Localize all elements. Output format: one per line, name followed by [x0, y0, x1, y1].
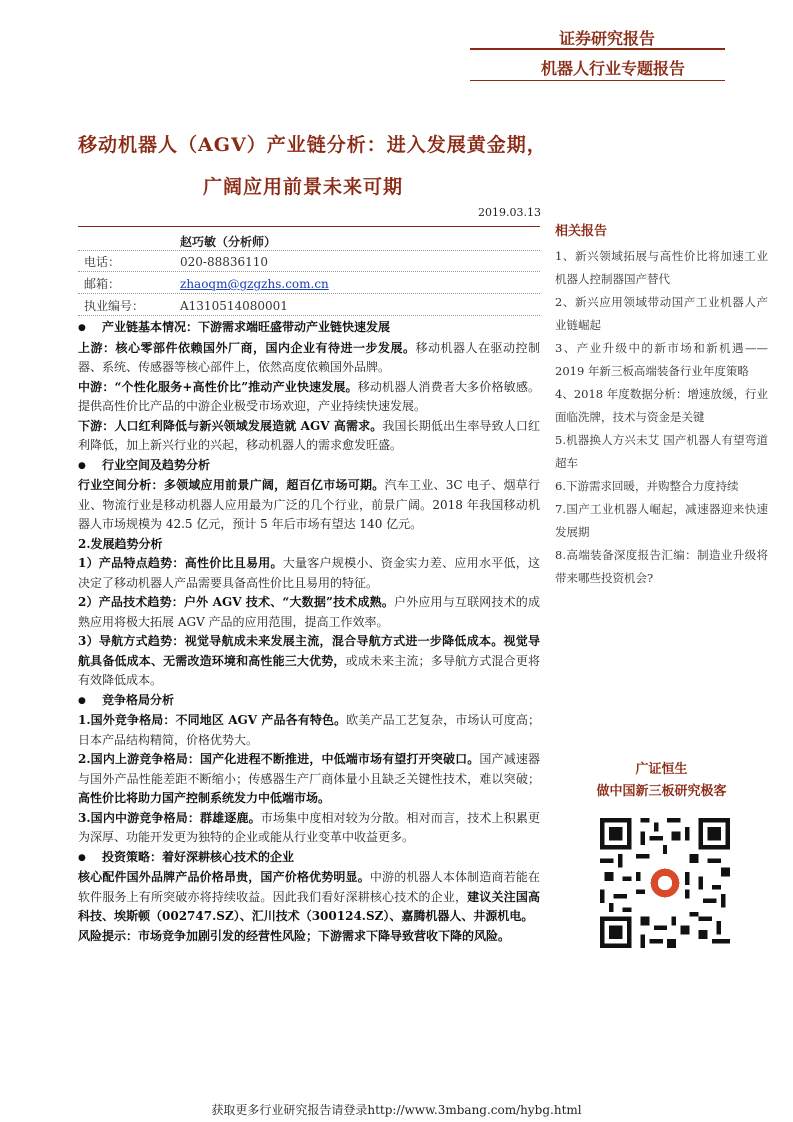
- email-label: 邮箱：: [84, 277, 121, 291]
- paragraph-text: 户外应用与互联网技术的成熟应用将极大拓展 AGV 产品的应用范围，提高工作效率。: [78, 595, 540, 629]
- info-divider: [78, 315, 540, 316]
- related-report-item[interactable]: 1、新兴领域拓展与高性价比将加速工业机器人控制器国产替代: [555, 249, 768, 286]
- paragraph: [78, 711, 540, 750]
- section-heading: ● 竞争格局分析: [78, 691, 540, 712]
- paragraph: [78, 632, 540, 691]
- paragraph: [78, 417, 540, 456]
- section-heading: ● 行业空间及趋势分析: [78, 456, 540, 477]
- header-subtitle: 机器人行业专题报告: [540, 59, 685, 78]
- paragraph-text: 移动机器人消费者大多价格敏感。提供高性价比产品的中游企业极受市场欢迎，产业持续快速发展。: [78, 379, 540, 413]
- footer-note: 获取更多行业研究报告请登录http://www.3mbang.com/hybg.html: [211, 1103, 582, 1117]
- promo-slogan: 做中国新三板研究极客: [596, 784, 727, 799]
- paragraph: [78, 593, 540, 632]
- paragraph-lead: 2）产品技术趋势：户外 AGV 技术、“大数据”技术成熟。: [78, 595, 395, 609]
- header-divider-top: [470, 48, 725, 50]
- paragraph-lead: 2.国内上游竞争格局：国产化进程不断推进，中低端市场有望打开突破口。: [78, 752, 480, 766]
- report-summary: [78, 318, 540, 946]
- email-link[interactable]: zhaoqm@gzgzhs.com.cn: [180, 277, 329, 291]
- paragraph-text: 欧美产品工艺复杂，市场认可度高；日本产品结构精简，价格优势大。: [78, 713, 540, 747]
- related-report-item[interactable]: 5.机器换人方兴未艾 国产机器人有望弯道超车: [555, 433, 768, 470]
- analyst-email-row: [84, 275, 329, 292]
- paragraph: [78, 750, 540, 809]
- paragraph: [78, 476, 540, 535]
- phone-value: 020-88836110: [180, 255, 269, 269]
- title-divider: [78, 226, 540, 227]
- license-label: 执业编号：: [84, 299, 145, 313]
- report-date: 2019.03.13: [478, 206, 541, 219]
- analyst-name: 赵巧敏（分析师）: [180, 235, 277, 249]
- related-report-item[interactable]: 3、产业升级中的新市场和新机遇——2019 年新三板高端装备行业年度策略: [555, 341, 768, 378]
- paragraph-lead: 3.国内中游竞争格局：群雄逐鹿。: [78, 810, 261, 825]
- paragraph: [78, 554, 540, 593]
- related-report-item[interactable]: 6.下游需求回暖，并购整合力度持续: [555, 479, 739, 493]
- paragraph-lead: 核心配件国外品牌产品价格昂贵，国产价格优势明显。: [78, 870, 370, 884]
- risk-label: 风险提示：: [78, 928, 139, 943]
- analyst-phone-row: [84, 253, 268, 270]
- related-reports-title: 相关报告: [555, 224, 608, 239]
- qr-code-icon: [600, 818, 730, 948]
- paragraph-lead: 1）产品特点趋势：高性价比且易用。: [78, 556, 283, 570]
- paragraph-lead: 1.国外竞争格局：不同地区 AGV 产品各有特色。: [78, 713, 347, 727]
- license-value: A1310514080001: [180, 299, 288, 313]
- phone-label: 电话：: [84, 255, 121, 269]
- paragraph-text: 市场集中度相对较为分散。相对而言，技术上积累更为深厚、功能开发更为独特的企业或能从行业变革中收益更多。: [78, 810, 540, 844]
- paragraph-text: 国产减速器与国外产品性能差距不断缩小；传感器生产厂商体量小且缺乏关键性技术，难以突破；: [78, 752, 540, 786]
- section-heading: ● 产业链基本情况：下游需求端旺盛带动产业链快速发展: [78, 318, 540, 339]
- related-report-item[interactable]: 4、2018 年度数据分析：增速放缓，行业面临洗牌，技术与资金是关键: [555, 387, 768, 424]
- promo-brand: 广证恒生: [635, 762, 688, 777]
- info-divider: [78, 250, 540, 251]
- paragraph-lead: 行业空间分析：多领域应用前景广阔，超百亿市场可期。: [78, 478, 385, 492]
- paragraph-lead: 上游：核心零部件依赖国外厂商，国内企业有待进一步发展。: [78, 340, 416, 355]
- paragraph: [78, 868, 540, 927]
- info-divider: [78, 293, 540, 294]
- related-report-item[interactable]: 8.高端装备深度报告汇编：制造业升级将带来哪些投资机会?: [555, 548, 768, 585]
- paragraph-text: 中游的机器人本体制造商若能在软件服务上有所突破亦将持续收益。因此我们看好深耕核心技术的企业，: [78, 870, 540, 904]
- related-report-item[interactable]: 2、新兴应用领域带动国产工业机器人产业链崛起: [555, 295, 768, 332]
- paragraph-text: 或成未来主流；多导航方式混合更将有效降低成本。: [78, 653, 540, 687]
- paragraph-text: 汽车工业、3C 电子、烟草行业、物流行业是移动机器人应用最为广泛的几个行业，前景广阔。2018 年我国移动机器人市场规模为 42.5 亿元，预计 5 年后市场有望达 140 亿元。: [78, 478, 540, 531]
- paragraph-lead: 3）导航方式趋势：视觉导航成未来发展主流，混合导航方式进一步降低成本。视觉导航具备低成本、无需改造环境和高性能三大优势，: [78, 634, 540, 668]
- paragraph-text: 移动机器人在驱动控制器、系统、传感器等核心部件上，依然高度依赖国外品牌。: [78, 340, 540, 374]
- header-divider-bottom: [470, 80, 725, 81]
- paragraph-emphasis: 高性价比将助力国产控制系统发力中低端市场。: [78, 791, 331, 805]
- section-heading: ● 投资策略：着好深耕核心技术的企业: [78, 848, 540, 869]
- risk-text: 市场竞争加剧引发的经营性风险；下游需求下降导致营收下降的风险。: [138, 928, 511, 943]
- related-report-item[interactable]: 7.国产工业机器人崛起，减速器迎来快速发展期: [555, 502, 768, 539]
- paragraph: [78, 378, 540, 417]
- analyst-license-row: [84, 297, 288, 314]
- paragraph-text: 大量客户规模小、资金实力差、应用水平低，这决定了移动机器人产品需要具备高性价比且易用的特征。: [78, 556, 540, 590]
- sub-heading: 2.发展趋势分析: [78, 536, 163, 551]
- info-divider: [78, 271, 540, 272]
- report-title-line2: 广阔应用前景未来可期: [203, 176, 404, 198]
- paragraph: [78, 809, 540, 848]
- paragraph: [78, 339, 540, 378]
- paragraph-lead: 中游：“个性化服务+高性价比”推动产业快速发展。: [78, 379, 358, 394]
- related-reports-sidebar: [555, 220, 768, 590]
- paragraph-emphasis: 建议关注国高科技、埃斯顿（002747.SZ）、汇川技术（300124.SZ）、嘉腾机器人、井源机电。: [78, 889, 540, 923]
- header-title: 证券研究报告: [558, 29, 655, 48]
- report-title-line1: 移动机器人（AGV）产业链分析：进入发展黄金期，: [78, 134, 547, 156]
- paragraph-text: 我国长期低出生率导致人口红利降低，加上新兴行业的兴起，移动机器人的需求愈发旺盛。: [78, 418, 540, 452]
- risk-paragraph: [78, 927, 540, 947]
- paragraph-lead: 下游：人口红利降低与新兴领域发展造就 AGV 高需求。: [78, 418, 383, 433]
